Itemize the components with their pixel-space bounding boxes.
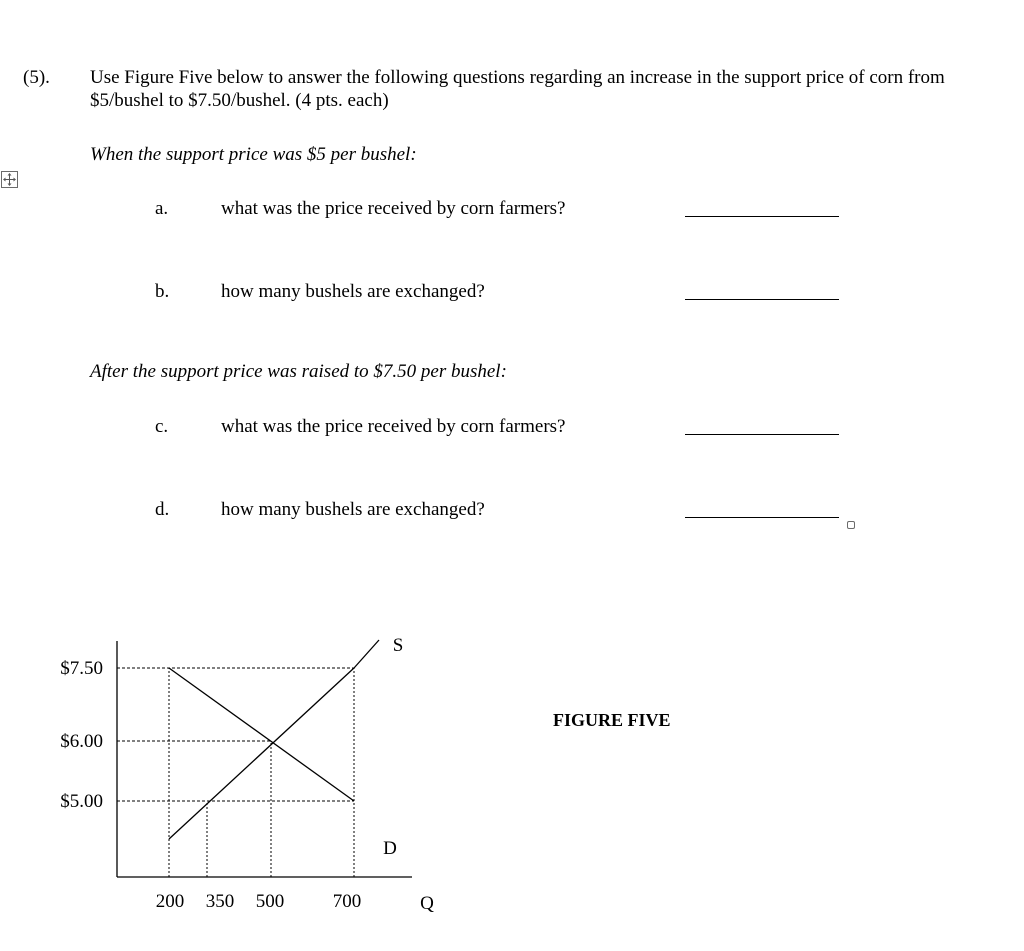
demand-label: D xyxy=(383,838,397,859)
supply-line-extension xyxy=(354,640,379,668)
question-intro-line-2: $5/bushel to $7.50/bushel. (4 pts. each) xyxy=(90,90,389,111)
item-a-answer-blank[interactable] xyxy=(685,216,839,217)
item-a-question: what was the price received by corn farmers? xyxy=(221,198,566,219)
item-d-question: how many bushels are exchanged? xyxy=(221,499,485,520)
item-b-question: how many bushels are exchanged? xyxy=(221,281,485,302)
x-tick-label: 200 xyxy=(155,891,185,912)
x-axis-label: Q xyxy=(420,893,434,914)
supply-line xyxy=(169,668,354,839)
item-d-answer-blank[interactable] xyxy=(685,517,839,518)
figure-caption: FIGURE FIVE xyxy=(553,710,671,730)
resize-handle-icon[interactable] xyxy=(847,521,855,529)
section-2-heading: After the support price was raised to $7.50 per bushel: xyxy=(90,361,507,382)
supply-demand-chart xyxy=(0,600,480,940)
move-arrows-icon[interactable] xyxy=(1,171,18,188)
x-tick-label: 350 xyxy=(205,891,235,912)
item-b-answer-blank[interactable] xyxy=(685,299,839,300)
item-d-letter: d. xyxy=(155,499,170,520)
item-b-letter: b. xyxy=(155,281,170,302)
item-c-question: what was the price received by corn farmers? xyxy=(221,416,566,437)
demand-line xyxy=(169,668,354,801)
item-c-letter: c. xyxy=(155,416,169,437)
item-c-answer-blank[interactable] xyxy=(685,434,839,435)
item-a-letter: a. xyxy=(155,198,169,219)
y-tick-label: $6.00 xyxy=(60,731,103,752)
section-1-heading: When the support price was $5 per bushel: xyxy=(90,144,417,165)
y-tick-label: $5.00 xyxy=(60,791,103,812)
x-tick-label: 700 xyxy=(332,891,362,912)
question-intro-line-1: Use Figure Five below to answer the following questions regarding an increase in the support price of corn from xyxy=(90,67,945,88)
supply-label: S xyxy=(392,635,404,656)
x-tick-label: 500 xyxy=(255,891,285,912)
y-tick-label: $7.50 xyxy=(60,658,103,679)
question-number: (5). xyxy=(23,67,50,88)
